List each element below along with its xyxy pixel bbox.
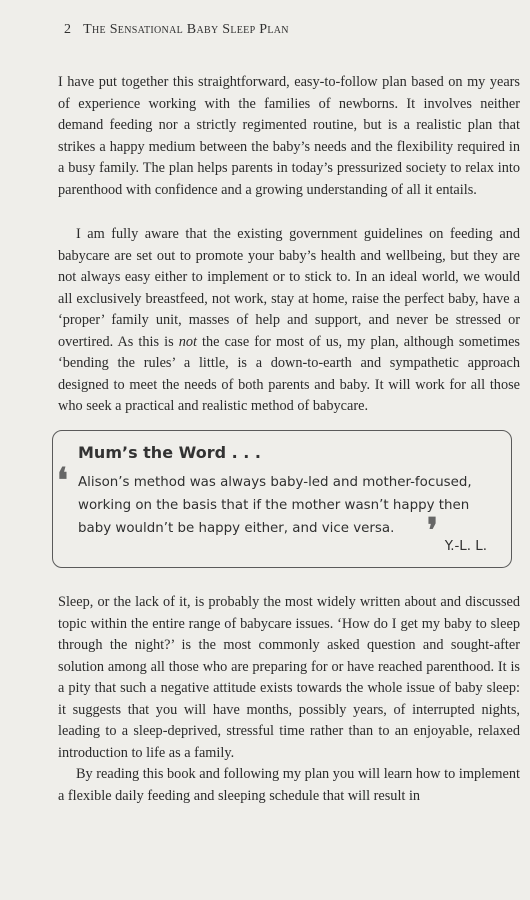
running-head [64, 22, 289, 38]
paragraph-text: the case for most of us, my plan, although sometimes ‘bending the rules’ a little, is a down-to-earth and sympathetic approach designed to meet the needs of both parents and baby. It will work for all those who seek a practical and realistic method of babycare. [58, 333, 520, 414]
paragraph-intro: I have put together this straightforward, easy-to-follow plan based on my years of experience working with the families of newborns. It involves neither demand feeding nor a strictly regimented routine, but is a realistic plan that strikes a happy medium between the baby’s needs and the flexibility required in a busy family. The plan helps parents in today’s pressurized society to relax into parenthood with confidence and a growing understanding of all it entails. [58, 74, 520, 198]
testimonial-text: Alison’s method was always baby-led and mother-focused, working on the basis that if the mother wasn’t happy then baby wouldn’t be happy either, and vice versa. [78, 475, 472, 536]
close-quote-icon: ❜ [427, 511, 438, 551]
book-title: The Sensational Baby Sleep Plan [83, 22, 289, 37]
page-number: 2 [64, 22, 72, 37]
testimonial-attribution: Y.-L. L. [444, 539, 487, 554]
emphasis-text: not [178, 333, 197, 350]
paragraph-sleep: Sleep, or the lack of it, is probably the most widely written about and discussed topic within the entire range of babycare issues. ‘How do I get my baby to sleep through the night?’ is the most commonly asked question and sought-after solution among all those who are preparing for or have reached parenthood. It is a pity that such a negative attitude exists towards the whole issue of baby sleep: it suggests that you will have months, possibly years, of interrupted nights, leading to a sleep-deprived, stressful time rather than to an enjoyable, relaxed introduction to life as a family. [58, 594, 520, 761]
paragraph-reading: By reading this book and following my plan you will learn how to implement a flexible daily feeding and sleeping schedule that will result in [58, 766, 520, 804]
testimonial-heading: Mum’s the Word . . . [78, 443, 261, 462]
paragraph-text: I am fully aware that the existing government guidelines on feeding and babycare are set out to promote your baby’s health and wellbeing, but they are not always easy either to implement or to stick to. In an ideal world, we would all exclusively breastfeed, not work, stay at home, raise the perfect baby, have a ‘proper’ family unit, masses of help and support, and never be stressed or overtired. As this is [58, 226, 520, 350]
paragraph-guidelines [58, 224, 520, 418]
open-quote-icon: ❛ [57, 461, 68, 501]
testimonial-box [52, 430, 512, 568]
